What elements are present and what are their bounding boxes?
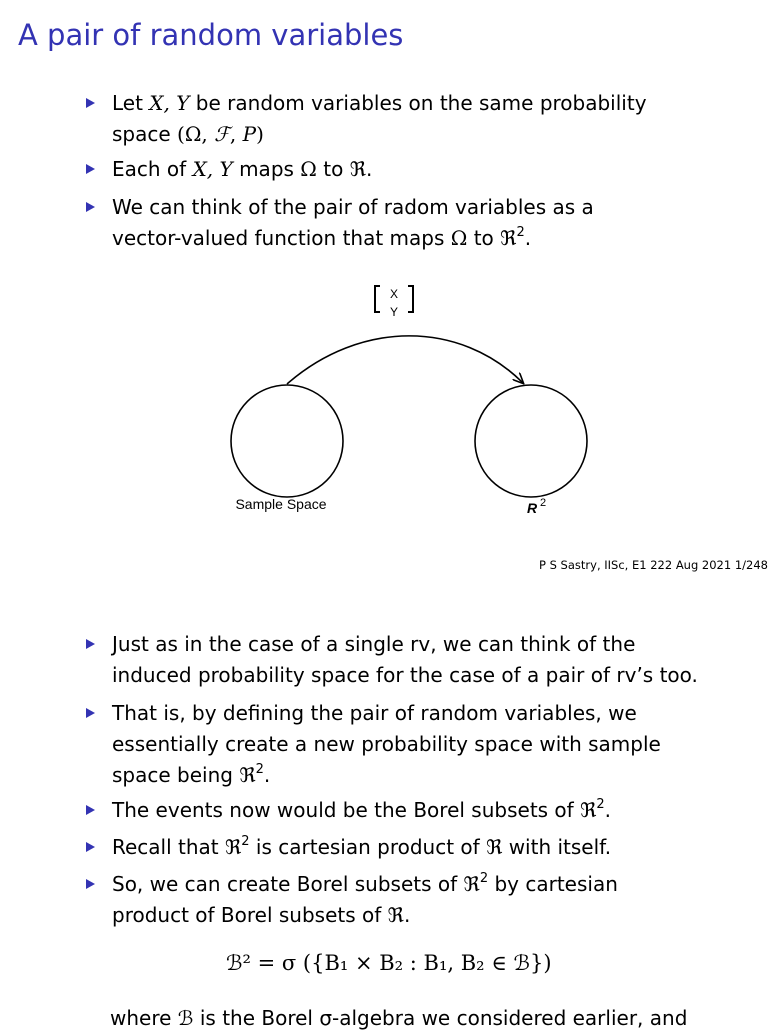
text-run: That is, by defining the pair of random variables, we bbox=[112, 701, 637, 725]
mapping-arrow bbox=[287, 336, 523, 384]
slide-footer: P S Sastry, IISc, E1 222 Aug 2021 1/248 bbox=[539, 558, 768, 572]
text-run: be random variables on the same probability bbox=[189, 91, 647, 115]
bullet-line bbox=[112, 223, 594, 254]
text-run: 2 bbox=[255, 762, 264, 778]
bullet-marker-icon bbox=[86, 842, 95, 852]
text-run: ℜ bbox=[500, 226, 517, 250]
bullet-line bbox=[112, 119, 647, 150]
text-run: product of Borel subsets of bbox=[112, 903, 388, 927]
bullet-text bbox=[112, 154, 372, 185]
bullet-text bbox=[112, 192, 594, 254]
text-run: space bbox=[112, 122, 178, 146]
text-run: ℱ bbox=[214, 122, 230, 146]
bullet-text bbox=[112, 832, 611, 863]
text-run: Ω bbox=[450, 226, 468, 250]
text-run: P bbox=[242, 122, 257, 146]
bullet-text bbox=[112, 698, 661, 791]
text-run: The events now would be the Borel subsets of bbox=[112, 798, 581, 822]
r2-label-superscript: 2 bbox=[540, 497, 547, 509]
vector-top-label: X bbox=[389, 287, 399, 301]
mapping-diagram bbox=[0, 270, 768, 530]
bullet-text bbox=[112, 869, 618, 931]
bullet-text bbox=[112, 88, 647, 150]
bullet-line bbox=[112, 869, 618, 900]
text-run: 2 bbox=[241, 834, 250, 850]
text-run: Ω bbox=[300, 157, 317, 181]
text-run: 2 bbox=[516, 225, 525, 241]
bullet-line bbox=[112, 154, 372, 185]
text-run: to bbox=[467, 226, 501, 250]
text-run: to bbox=[316, 157, 350, 181]
bullet-marker-icon bbox=[86, 164, 95, 174]
text-run: 2 bbox=[479, 871, 489, 887]
bullet-line bbox=[112, 192, 594, 223]
text-run: ℜ bbox=[225, 835, 242, 859]
slide-title: A pair of random variables bbox=[18, 18, 404, 52]
text-run: . bbox=[403, 903, 411, 927]
text-run: . bbox=[263, 763, 271, 787]
text-run: ℜ bbox=[486, 835, 503, 859]
borel-sigma-algebra-formula: ℬ² = σ ({B₁ × B₂ : B₁, B₂ ∈ ℬ}) bbox=[226, 951, 552, 975]
text-run: So, we can create Borel subsets of bbox=[112, 872, 464, 896]
cutoff-text-line: where ℬ is the Borel σ-algebra we considered earlier, and bbox=[110, 1006, 688, 1030]
text-run: Let bbox=[112, 91, 150, 115]
r2-label: R bbox=[527, 500, 538, 516]
bullet-line bbox=[112, 629, 698, 660]
text-run: 2 bbox=[596, 797, 605, 813]
bullet-marker-icon bbox=[86, 202, 95, 212]
text-run: vector-valued function that maps bbox=[112, 226, 451, 250]
sample-space-label: Sample Space bbox=[235, 496, 327, 512]
bullet-marker-icon bbox=[86, 98, 95, 108]
text-run: . bbox=[524, 226, 532, 250]
text-run: is cartesian product of bbox=[249, 835, 487, 859]
vector-bottom-label: Y bbox=[389, 305, 399, 319]
text-run: by cartesian bbox=[488, 872, 618, 896]
bullet-marker-icon bbox=[86, 639, 95, 649]
bullet-line bbox=[112, 660, 698, 691]
bullet-line bbox=[112, 900, 618, 931]
text-run: induced probability space for the case of a pair of rv’s too. bbox=[112, 663, 698, 687]
bullet-marker-icon bbox=[86, 879, 95, 889]
text-run: maps bbox=[232, 157, 301, 181]
text-run: We can think of the pair of radom variables as a bbox=[112, 195, 594, 219]
bullet-line bbox=[112, 832, 611, 863]
text-run: with itself. bbox=[502, 835, 612, 859]
text-run: space being bbox=[112, 763, 240, 787]
text-run: (Ω, bbox=[177, 122, 215, 146]
bullet-marker-icon bbox=[86, 805, 95, 815]
text-run: ℜ bbox=[580, 798, 597, 822]
text-run: ℜ bbox=[349, 157, 366, 181]
text-run: ℜ bbox=[463, 872, 480, 896]
text-run: ) bbox=[256, 122, 264, 146]
bullet-line bbox=[112, 795, 611, 826]
text-run: , bbox=[229, 122, 243, 146]
text-run: X, Y bbox=[192, 157, 233, 181]
text-run: ℜ bbox=[387, 903, 404, 927]
text-run: X, Y bbox=[149, 91, 190, 115]
bullet-line bbox=[112, 698, 661, 729]
text-run: Just as in the case of a single rv, we can think of the bbox=[112, 632, 636, 656]
r2-circle bbox=[475, 385, 587, 497]
text-run: . bbox=[604, 798, 611, 822]
text-run: ℜ bbox=[239, 763, 256, 787]
text-run: Recall that bbox=[112, 835, 225, 859]
text-run: . bbox=[365, 157, 373, 181]
bullet-line bbox=[112, 88, 647, 119]
text-run: Each of bbox=[112, 157, 193, 181]
sample-space-circle bbox=[231, 385, 343, 497]
text-run: essentially create a new probability space with sample bbox=[112, 732, 661, 756]
bullet-text bbox=[112, 795, 611, 826]
bullet-marker-icon bbox=[86, 708, 95, 718]
bullet-line bbox=[112, 729, 661, 760]
bullet-text bbox=[112, 629, 698, 691]
bullet-line bbox=[112, 760, 661, 791]
